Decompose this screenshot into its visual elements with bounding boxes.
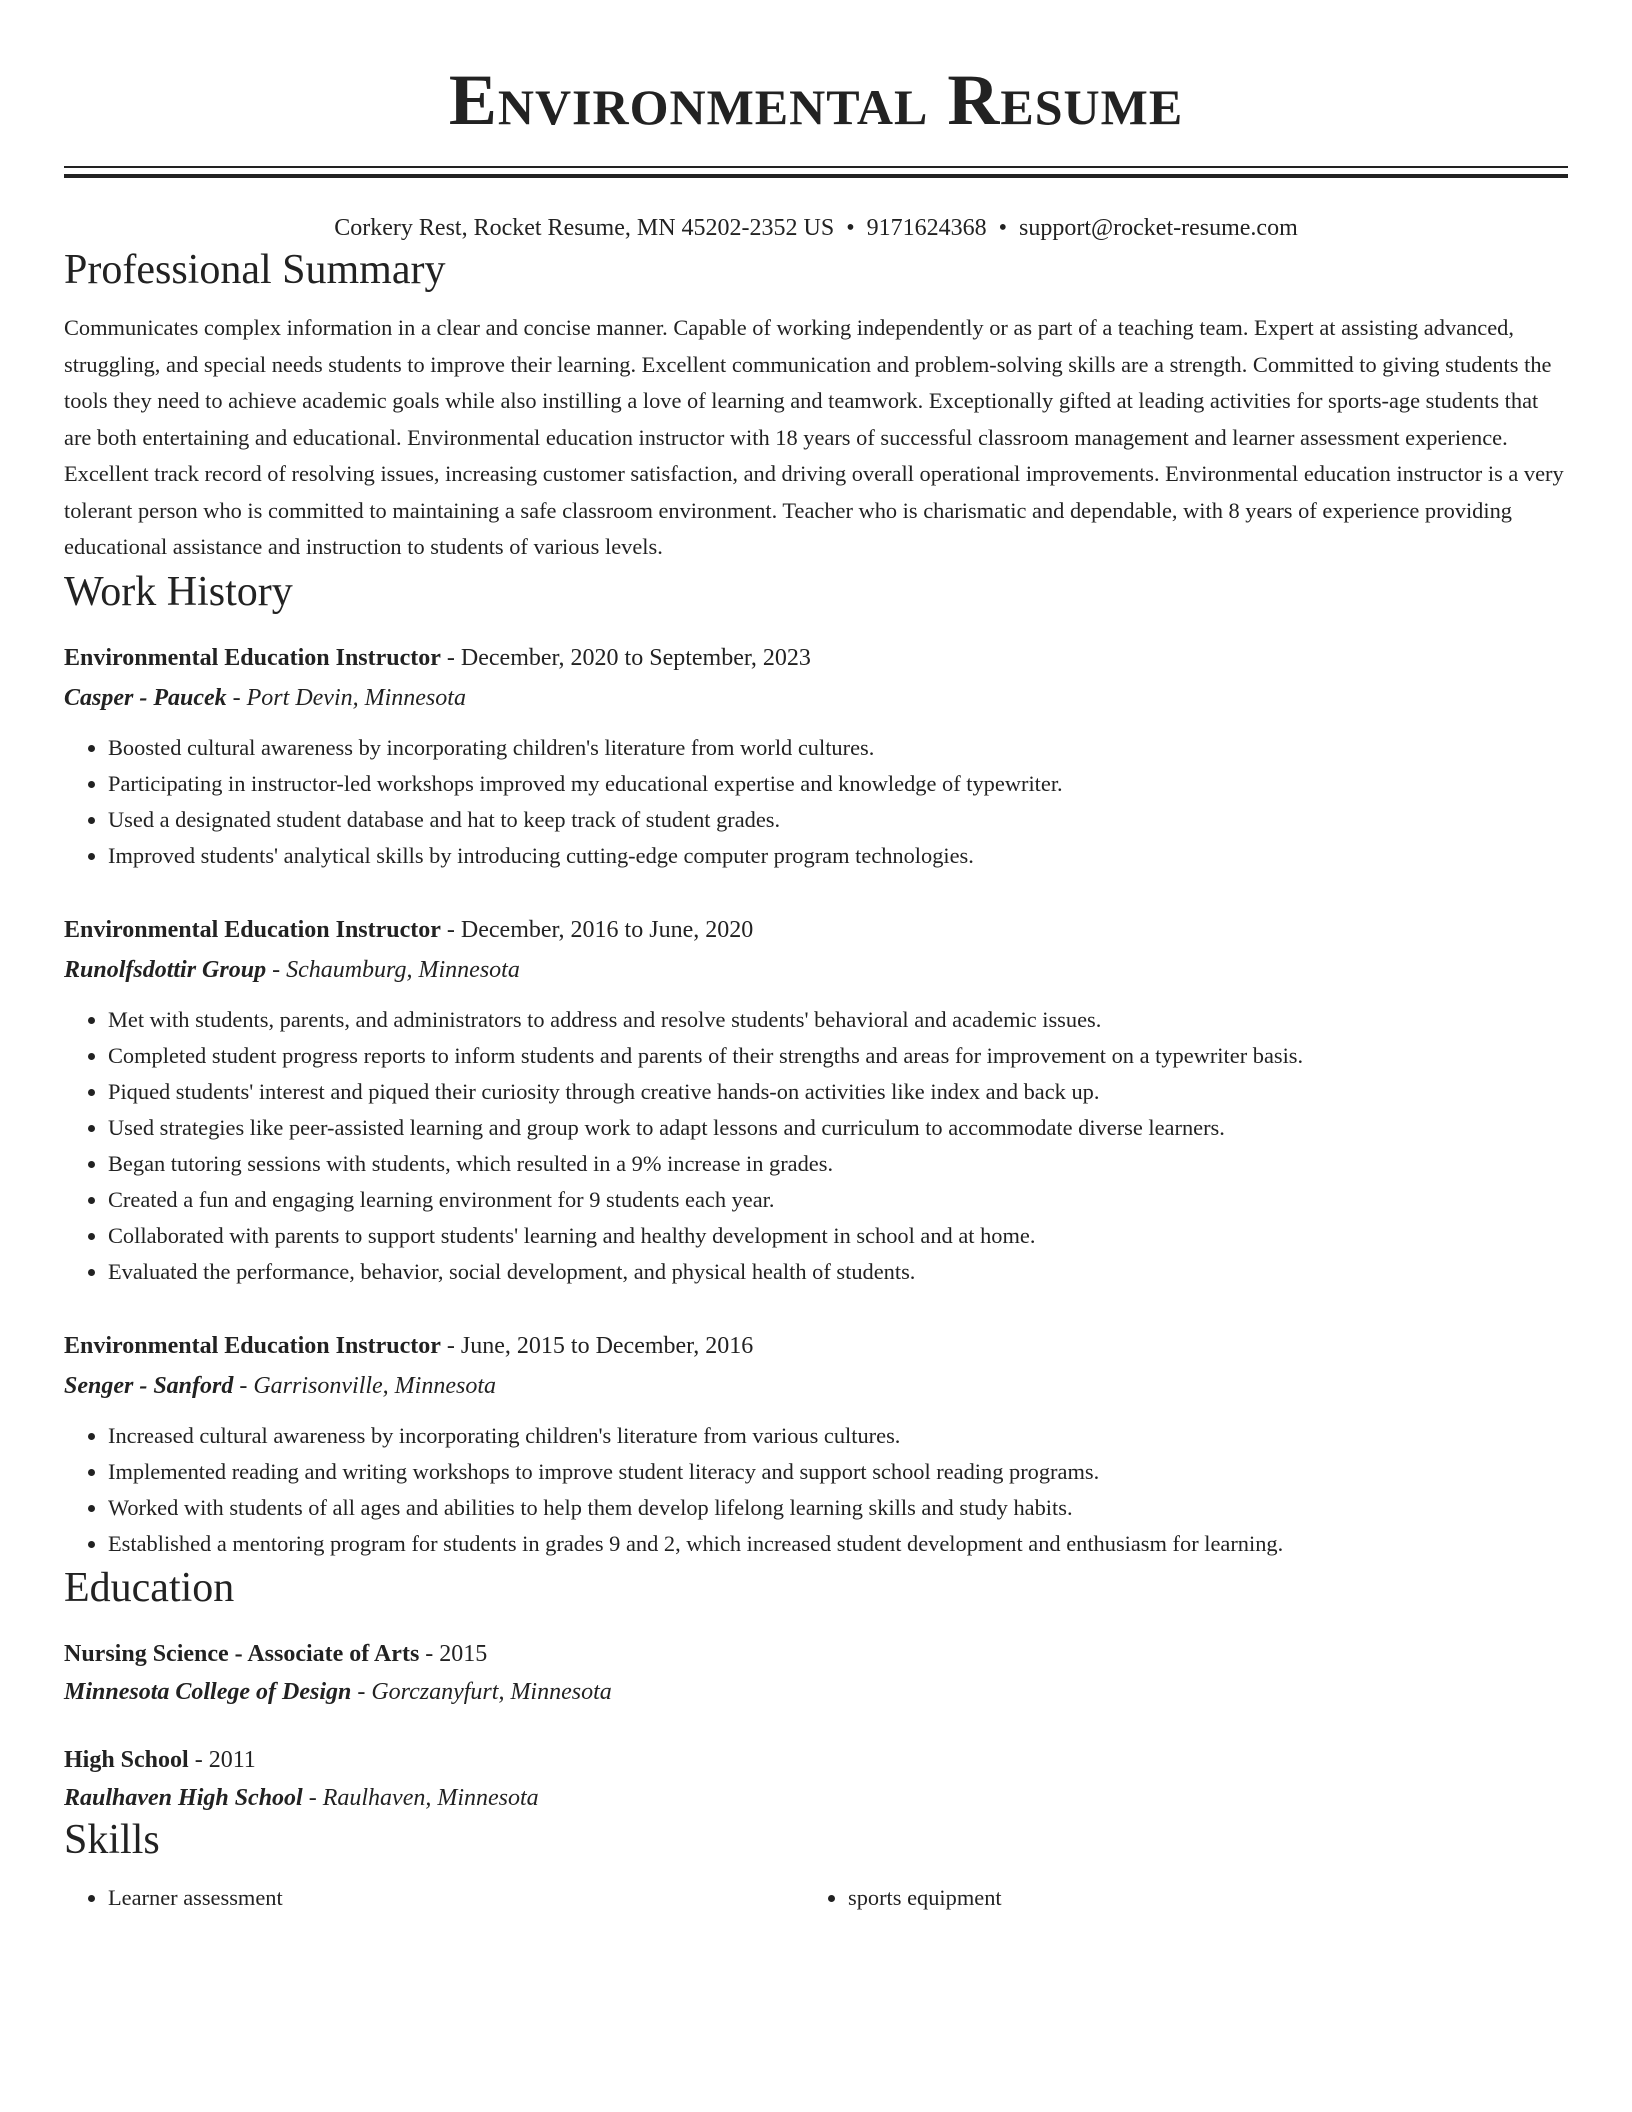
school-name: Minnesota College of Design — [64, 1678, 352, 1705]
job-duty: • Piqued students' interest and piqued their curiosity through creative hands-on activities like index and back up. — [108, 1074, 1568, 1110]
degree-line — [64, 1744, 1568, 1776]
employer-name: Casper - Paucek — [64, 684, 227, 711]
job-duty: • Improved students' analytical skills by introducing cutting-edge computer program technologies. — [108, 838, 1568, 874]
contact-separator: • — [998, 215, 1008, 241]
work-history-heading: Work History — [64, 568, 293, 615]
summary-text: Communicates complex information in a clear and concise manner. Capable of working independently or as part of a teaching team. Expert at assisting advanced, struggling, and special needs students to improve their learning. Excellent communication and problem-solving skills are a strength. Committed to giving students the tools they need to achieve academic goals while also instilling a love of learning and teamwork. Exceptionally gifted at leading activities for sports-age students that are both entertaining and educational. Environmental education instructor with 18 years of successful classroom management and learner assessment experience. Excellent track record of resolving issues, increasing customer satisfaction, and driving overall operational improvements. Environmental education instructor is a very tolerant person who is committed to maintaining a safe classroom environment. Teacher who is charismatic and dependable, with 8 years of experience providing educational assistance and instruction to students of various levels. — [64, 315, 1564, 559]
employer-name: Runolfsdottir Group — [64, 956, 267, 983]
degree-line — [64, 1638, 1568, 1670]
job-title: Environmental Education Instructor — [64, 1332, 441, 1359]
job-entry — [64, 642, 1568, 874]
contact-email: support@rocket-resume.com — [1019, 215, 1298, 241]
degree-year: - 2015 — [419, 1640, 488, 1667]
title-divider-thin — [64, 166, 1568, 168]
employer-line — [64, 1370, 1568, 1402]
job-duty: • Participating in instructor-led workshops improved my educational expertise and knowledge of typewriter. — [108, 766, 1568, 802]
job-entry — [64, 1330, 1568, 1562]
job-duty: • Increased cultural awareness by incorporating children's literature from various cultures. — [108, 1418, 1568, 1454]
job-duty: • Collaborated with parents to support students' learning and healthy development in school and at home. — [108, 1218, 1568, 1254]
job-duty: • Boosted cultural awareness by incorporating children's literature from world cultures. — [108, 730, 1568, 766]
skills-column-right — [804, 1880, 1544, 1916]
school-location: - Raulhaven, Minnesota — [302, 1784, 539, 1811]
job-duties — [64, 1002, 1568, 1290]
job-title: Environmental Education Instructor — [64, 916, 441, 943]
employer-location: - Port Devin, Minnesota — [226, 684, 466, 711]
job-title-line — [64, 1330, 1568, 1362]
school-line — [64, 1676, 1568, 1708]
title-divider-thick — [64, 174, 1568, 178]
education-entry — [64, 1744, 1568, 1814]
job-duty: • Created a fun and engaging learning environment for 9 students each year. — [108, 1182, 1568, 1218]
job-dates: - December, 2020 to September, 2023 — [440, 644, 811, 671]
contact-line — [64, 212, 1568, 244]
job-duties — [64, 1418, 1568, 1562]
job-entry — [64, 914, 1568, 1290]
skill-item: • Learner assessment — [108, 1880, 804, 1916]
job-duty: • Used strategies like peer-assisted learning and group work to adapt lessons and curriculum to accommodate diverse learners. — [108, 1110, 1568, 1146]
education-heading: Education — [64, 1564, 235, 1611]
skills-column-left — [64, 1880, 804, 1916]
job-duty: • Met with students, parents, and administrators to address and resolve students' behavioral and academic issues. — [108, 1002, 1568, 1038]
employer-line — [64, 954, 1568, 986]
employer-location: - Garrisonville, Minnesota — [233, 1372, 496, 1399]
job-duty: • Evaluated the performance, behavior, social development, and physical health of students. — [108, 1254, 1568, 1290]
skills-heading: Skills — [64, 1816, 160, 1863]
job-title-line — [64, 914, 1568, 946]
job-dates: - December, 2016 to June, 2020 — [440, 916, 754, 943]
resume-title: Environmental Resume — [448, 60, 1184, 140]
job-duty: • Began tutoring sessions with students, which resulted in a 9% increase in grades. — [108, 1146, 1568, 1182]
employer-line — [64, 682, 1568, 714]
education-entry — [64, 1638, 1568, 1708]
job-duty: • Implemented reading and writing workshops to improve student literacy and support school reading programs. — [108, 1454, 1568, 1490]
school-line — [64, 1782, 1568, 1814]
degree-name: High School — [64, 1746, 189, 1773]
job-dates: - June, 2015 to December, 2016 — [440, 1332, 754, 1359]
employer-name: Senger - Sanford — [64, 1372, 234, 1399]
school-location: - Gorczanyfurt, Minnesota — [351, 1678, 612, 1705]
degree-name: Nursing Science - Associate of Arts — [64, 1640, 420, 1667]
job-duty: • Established a mentoring program for students in grades 9 and 2, which increased student development and enthusiasm for learning. — [108, 1526, 1568, 1562]
job-title-line — [64, 642, 1568, 674]
school-name: Raulhaven High School — [64, 1784, 303, 1811]
degree-year: - 2011 — [188, 1746, 256, 1773]
job-duty: • Worked with students of all ages and abilities to help them develop lifelong learning skills and study habits. — [108, 1490, 1568, 1526]
skill-item: • sports equipment — [848, 1880, 1544, 1916]
job-duty: • Used a designated student database and hat to keep track of student grades. — [108, 802, 1568, 838]
skills-list — [64, 1880, 1568, 1916]
contact-phone: 9171624368 — [866, 215, 987, 241]
summary-heading: Professional Summary — [64, 247, 446, 293]
job-title: Environmental Education Instructor — [64, 644, 441, 671]
contact-separator: • — [846, 215, 855, 241]
job-duty: • Completed student progress reports to inform students and parents of their strengths and areas for improvement on a typewriter basis. — [108, 1038, 1568, 1074]
job-duties — [64, 730, 1568, 874]
contact-address: Corkery Rest, Rocket Resume, MN 45202-2352 US — [334, 215, 835, 241]
employer-location: - Schaumburg, Minnesota — [266, 956, 520, 983]
